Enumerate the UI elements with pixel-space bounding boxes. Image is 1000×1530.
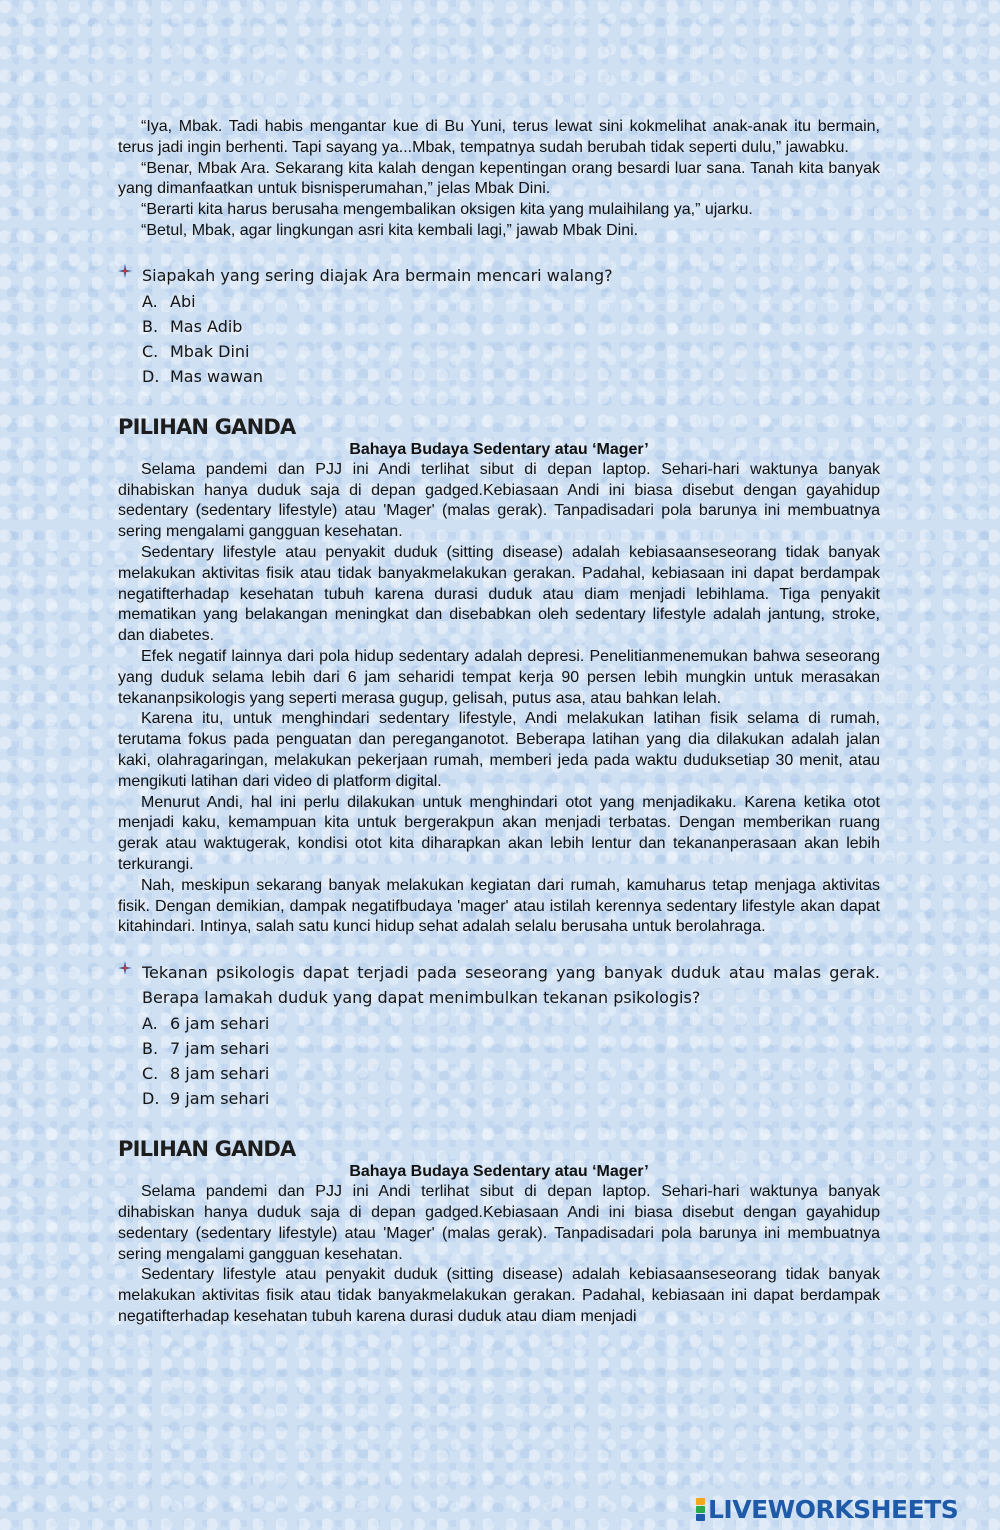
liveworksheets-logo-icon bbox=[696, 1498, 705, 1521]
article-title: Bahaya Budaya Sedentary atau ‘Mager’ bbox=[349, 1163, 649, 1181]
answer-options bbox=[142, 1011, 880, 1111]
worksheet-content bbox=[118, 117, 880, 1328]
option-letter: A. bbox=[142, 1014, 158, 1034]
intro-paragraph: “Berarti kita harus berusaha mengembalikan oksigen kita yang mulaihilang ya,” ujarku. bbox=[141, 201, 753, 219]
article-paragraph: Sedentary lifestyle atau penyakit duduk (sitting disease) adalah kebiasaanseseorang tidak banyak melakukan aktivitas fisik atau tidak banyakmelakukan gerakan. Padahal, kebiasaan ini dapat berdampak negatifterhadap kesehatan tubuh karena durasi duduk atau diam menjadi bbox=[118, 1266, 880, 1325]
liveworksheets-brand[interactable] bbox=[696, 1494, 958, 1524]
answer-option-a[interactable] bbox=[142, 289, 880, 314]
option-text: 7 jam sehari bbox=[170, 1039, 270, 1059]
brand-name: LIVEWORKSHEETS bbox=[708, 1494, 959, 1524]
option-letter: D. bbox=[142, 366, 160, 386]
option-letter: C. bbox=[142, 1064, 159, 1084]
option-letter: C. bbox=[142, 341, 159, 361]
question-text: Siapakah yang sering diajak Ara bermain mencari walang? bbox=[142, 265, 613, 285]
article-paragraph: Selama pandemi dan PJJ ini Andi terlihat sibut di depan laptop. Sehari-hari waktunya banyak dihabiskan hanya duduk saja di depan gadged.Kebiasaan Andi ini biasa disebut dengan gayahidup sedentary (sedentary lifestyle) atau 'Mager' (malas gerak). Tanpadisadari pola barunya ini membuatnya sering mengalami gangguan kesehatan. bbox=[118, 460, 880, 541]
answer-option-b[interactable] bbox=[142, 1036, 880, 1061]
section-heading: PILIHAN GANDA bbox=[118, 414, 296, 439]
answer-option-c[interactable] bbox=[142, 339, 880, 364]
article-paragraph: Nah, meskipun sekarang banyak melakukan kegiatan dari rumah, kamuharus tetap menjaga aktivitas fisik. Dengan demikian, dampak negatifbudaya 'mager' atau istilah kerennya sedentary lifestyle akan dapat kitahindari. Intinya, salah satu kunci hidup sehat adalah selalu berusaha untuk berolahraga. bbox=[118, 876, 880, 936]
question-1 bbox=[118, 263, 880, 389]
option-text: Abi bbox=[170, 291, 196, 311]
option-letter: B. bbox=[142, 1039, 159, 1059]
answer-option-c[interactable] bbox=[142, 1061, 880, 1086]
option-text: 9 jam sehari bbox=[170, 1089, 270, 1109]
option-text: 6 jam sehari bbox=[170, 1014, 270, 1034]
question-text: Tekanan psikologis dapat terjadi pada seseorang yang banyak duduk atau malas gerak. Berapa lamakah duduk yang dapat menimbulkan tekanan psikologis? bbox=[142, 963, 880, 1008]
option-letter: D. bbox=[142, 1089, 160, 1109]
option-text: 8 jam sehari bbox=[170, 1064, 270, 1084]
intro-story bbox=[118, 117, 880, 242]
article-title: Bahaya Budaya Sedentary atau ‘Mager’ bbox=[349, 440, 649, 458]
option-letter: B. bbox=[142, 316, 159, 336]
article-paragraph: Sedentary lifestyle atau penyakit duduk (sitting disease) adalah kebiasaanseseorang tidak banyak melakukan aktivitas fisik atau tidak banyakmelakukan gerakan. Padahal, kebiasaan ini dapat berdampak negatifterhadap kesehatan tubuh karena durasi duduk atau diam menjadi lebihlama. Tiga penyakit mematikan yang belakangan meningkat dan disebabkan oleh sedentary lifestyle adalah jantung, stroke, dan diabetes. bbox=[118, 543, 880, 645]
intro-paragraph: “Betul, Mbak, agar lingkungan asri kita kembali lagi,” jawab Mbak Dini. bbox=[141, 221, 639, 239]
intro-paragraph: “Benar, Mbak Ara. Sekarang kita kalah dengan kepentingan orang besardi luar sana. Tanah kita banyak yang dimanfaatkan untuk bisnisperumahan,” jelas Mbak Dini. bbox=[118, 159, 880, 198]
answer-options bbox=[142, 289, 880, 389]
answer-option-d[interactable] bbox=[142, 364, 880, 389]
question-2 bbox=[118, 960, 880, 1111]
four-point-star-icon bbox=[118, 961, 132, 975]
option-text: Mbak Dini bbox=[170, 341, 250, 361]
article-body bbox=[118, 1182, 880, 1328]
article-paragraph: Efek negatif lainnya dari pola hidup sedentary adalah depresi. Penelitianmenemukan bahwa seseorang yang duduk selama lebih dari 6 jam seharidi tempat kerja 90 persen lebih mungkin untuk merasakan tekananpsikologis yang seperti merasa gugup, gelisah, putus asa, atau bahkan lelah. bbox=[118, 647, 880, 707]
option-letter: A. bbox=[142, 291, 158, 311]
article-paragraph: Menurut Andi, hal ini perlu dilakukan untuk menghindari otot yang menjadikaku. Karena ketika otot menjadi kaku, kemampuan kita untuk bergerakpun akan menjadi terbatas. Dengan memberikan ruang gerak atau waktugerak, kondisi otot kita diharapkan akan lebih lentur dan tekananperasaan akan lebih terkurangi. bbox=[118, 793, 880, 873]
article-paragraph: Selama pandemi dan PJJ ini Andi terlihat sibut di depan laptop. Sehari-hari waktunya banyak dihabiskan hanya duduk saja di depan gadged.Kebiasaan Andi ini biasa disebut dengan gayahidup sedentary (sedentary lifestyle) atau 'Mager' (malas gerak). Tanpadisadari pola barunya ini membuatnya sering mengalami gangguan kesehatan. bbox=[118, 1183, 880, 1263]
answer-option-a[interactable] bbox=[142, 1011, 880, 1036]
section-heading: PILIHAN GANDA bbox=[118, 1137, 296, 1162]
article-body bbox=[118, 460, 880, 938]
four-point-star-icon bbox=[118, 264, 132, 278]
article-paragraph: Karena itu, untuk menghindari sedentary lifestyle, Andi melakukan latihan fisik selama di rumah, terutama fokus pada penguatan dan pereganganotot. Beberapa latihan yang dia dilakukan adalah jalan kaki, olahragaringan, melakukan pekerjaan rumah, memberi jeda pada waktu duduksetiap 30 menit, atau mengikuti latihan dari video di platform digital. bbox=[118, 710, 880, 790]
answer-option-d[interactable] bbox=[142, 1086, 880, 1111]
answer-option-b[interactable] bbox=[142, 314, 880, 339]
option-text: Mas wawan bbox=[170, 366, 263, 386]
intro-paragraph: “Iya, Mbak. Tadi habis mengantar kue di Bu Yuni, terus lewat sini kokmelihat anak-anak itu bermain, terus jadi ingin berhenti. Tapi sayang ya...Mbak, tempatnya sudah berubah tidak seperti dulu,” jawabku. bbox=[118, 118, 880, 156]
option-text: Mas Adib bbox=[170, 316, 243, 336]
